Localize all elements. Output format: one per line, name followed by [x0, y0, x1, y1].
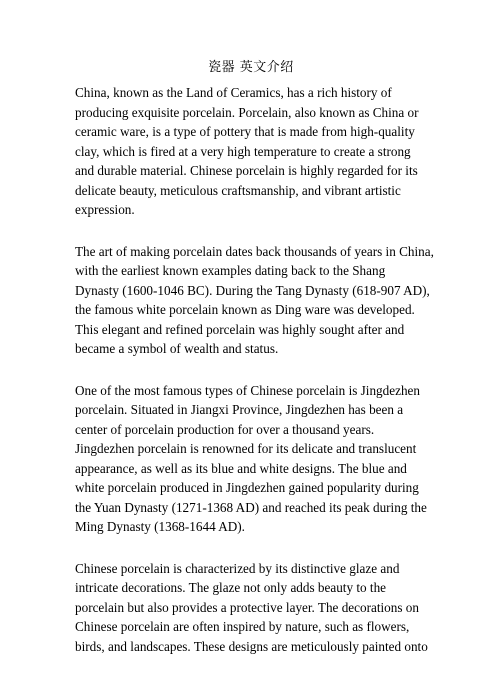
text-line: center of porcelain production for over a thousand years. [75, 421, 375, 437]
text-line: Dynasty (1600-1046 BC). During the Tang Dynasty (618-907 AD), [75, 282, 430, 298]
paragraph-2 [75, 242, 437, 359]
text-line: Chinese porcelain are often inspired by nature, such as flowers, [75, 619, 410, 634]
text-line: white porcelain produced in Jingdezhen gained popularity during [75, 480, 419, 495]
text-line: This elegant and refined porcelain was highly sought after and [75, 321, 405, 337]
text-line: China, known as the Land of Ceramics, has a rich history of [75, 85, 392, 100]
text-line: with the earliest known examples dating back to the Shang [75, 263, 386, 278]
text-line: intricate decorations. The glaze not only adds beauty to the [75, 580, 387, 595]
paragraph-1 [75, 83, 437, 220]
text-line: Ming Dynasty (1368-1644 AD). [75, 519, 245, 534]
text-line: The art of making porcelain dates back thousands of years in China, [75, 243, 434, 259]
text-line: expression. [75, 202, 135, 217]
document-title: 瓷器 英文介绍 [208, 60, 294, 75]
document-body [75, 83, 437, 678]
text-line: porcelain. Situated in Jiangxi Province, Jingdezhen has been a [75, 402, 404, 417]
paragraph-4 [75, 559, 437, 657]
text-line: the Yuan Dynasty (1271-1368 AD) and reached its peak during the [75, 499, 427, 515]
text-line: producing exquisite porcelain. Porcelain, also known as China or [75, 104, 419, 120]
text-line: and durable material. Chinese porcelain is highly regarded for its [75, 163, 418, 178]
text-line: Chinese porcelain is characterized by its distinctive glaze and [75, 560, 400, 576]
text-line: the famous white porcelain known as Ding ware was developed. [75, 302, 415, 317]
text-line: One of the most famous types of Chinese porcelain is Jingdezhen [75, 382, 420, 398]
text-line: birds, and landscapes. These designs are meticulously painted onto [75, 638, 428, 654]
text-line: porcelain but also provides a protective layer. The decorations on [75, 599, 419, 615]
text-line: appearance, as well as its blue and white designs. The blue and [75, 460, 407, 476]
text-line: Jingdezhen porcelain is renowned for its delicate and translucent [75, 441, 417, 456]
text-line: delicate beauty, meticulous craftsmanship, and vibrant artistic [75, 182, 401, 198]
text-line: became a symbol of wealth and status. [75, 341, 279, 356]
text-line: ceramic ware, is a type of pottery that is made from high-quality [75, 124, 415, 139]
text-line: clay, which is fired at a very high temperature to create a strong [75, 143, 411, 159]
paragraph-3 [75, 381, 437, 537]
